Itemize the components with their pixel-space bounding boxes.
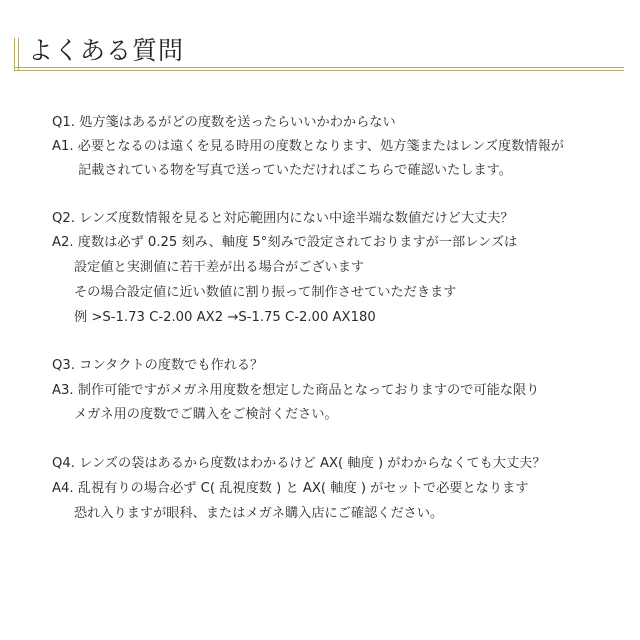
faq-answer-continued: その場合設定値に近い数値に割り振って制作させていただきます (74, 285, 457, 300)
header-accent-bar (14, 38, 15, 70)
faq-question: Q3. コンタクトの度数でも作れる？ (52, 358, 264, 373)
faq-answer: A1. 必要となるのは遠くを見る時用の度数となります、処方箋またはレンズ度数情報が (52, 139, 564, 154)
section-header (14, 34, 624, 74)
header-accent-bar (18, 38, 19, 70)
faq-question: Q4. レンズの袋はあるから度数はわかるけど AX( 軸度 ) がわからなくても大丈夫？ (52, 456, 546, 471)
faq-answer-continued: メガネ用の度数でご購入をご検討ください。 (74, 407, 338, 422)
faq-answer-example: 例 >S-1.73 C-2.00 AX2 →S-1.75 C-2.00 AX180 (74, 310, 376, 325)
faq-question: Q1. 処方箋はあるがどの度数を送ったらいいかわからない (52, 115, 396, 130)
faq-question: Q2. レンズ度数情報を見ると対応範囲内にない中途半端な数値だけど大丈夫？ (52, 211, 514, 226)
faq-answer: A4. 乱視有りの場合必ず C( 乱視度数 ) と AX( 軸度 ) がセットで必要となります (52, 481, 529, 496)
faq-answer-continued: 記載されている物を写真で送っていただければこちらで確認いたします。 (78, 163, 512, 178)
page-title: よくある質問 (28, 36, 185, 65)
faq-answer: A3. 制作可能ですがメガネ用度数を想定した商品となっておりますので可能な限り (52, 383, 540, 398)
faq-answer-continued: 恐れ入りますが眼科、またはメガネ購入店にご確認ください。 (74, 506, 444, 521)
header-underline (14, 70, 624, 71)
faq-answer: A2. 度数は必ず 0.25 刻み、軸度 5°刻みで設定されておりますが一部レンズは (52, 235, 518, 250)
header-underline (14, 67, 624, 68)
faq-answer-continued: 設定値と実測値に若干差が出る場合がございます (74, 260, 365, 275)
